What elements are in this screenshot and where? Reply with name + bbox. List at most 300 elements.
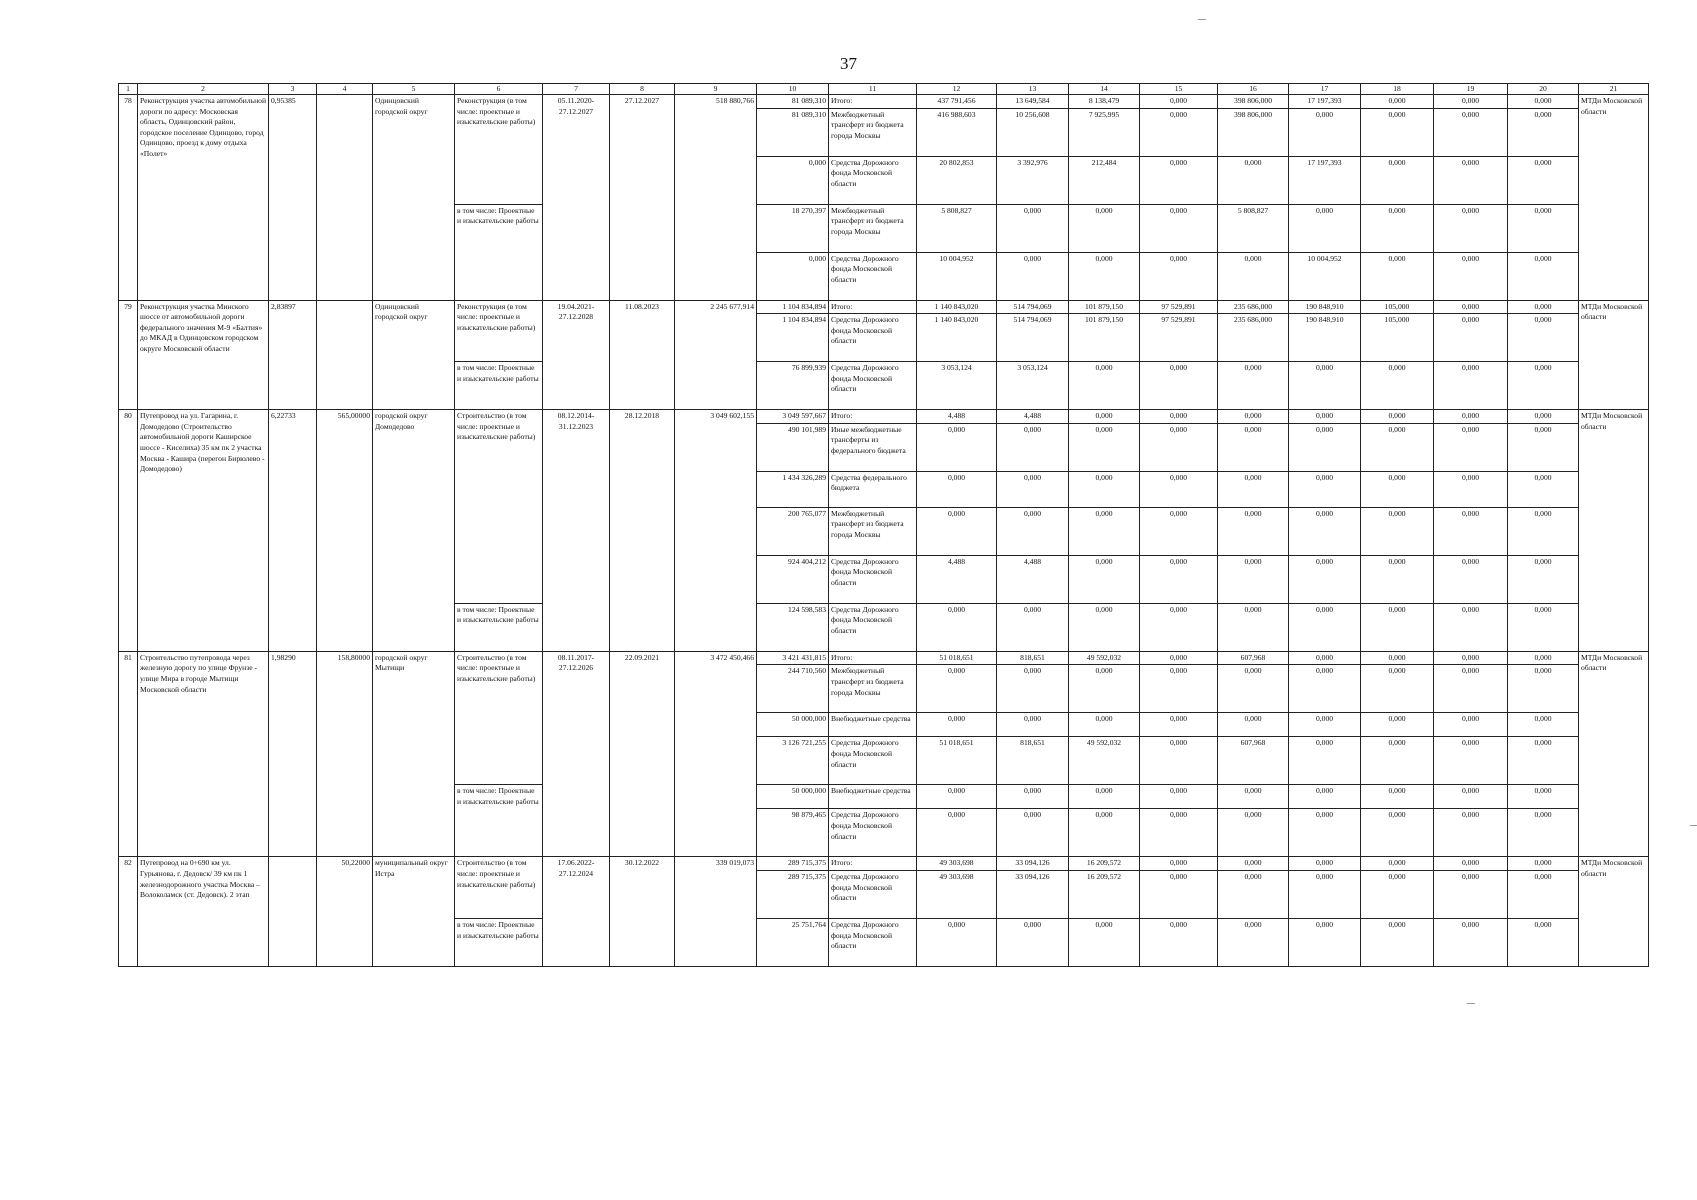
year-amount-19: 0,000 (1434, 423, 1508, 471)
year-amount-16: 0,000 (1218, 471, 1289, 507)
funded-amount: 76 899,939 (757, 362, 829, 410)
year-amount-16: 0,000 (1218, 785, 1289, 809)
column-number-15: 15 (1140, 84, 1218, 95)
year-amount-16: 0,000 (1218, 252, 1289, 300)
year-amount-12: 4,488 (917, 410, 997, 424)
year-amount-13: 3 053,124 (997, 362, 1069, 410)
year-amount-19: 0,000 (1434, 555, 1508, 603)
year-amount-14: 49 592,032 (1069, 651, 1140, 665)
year-amount-12: 0,000 (917, 809, 997, 857)
year-amount-12: 416 988,603 (917, 108, 997, 156)
year-amount-13: 0,000 (997, 507, 1069, 555)
year-amount-13: 818,651 (997, 651, 1069, 665)
year-amount-20: 0,000 (1508, 555, 1579, 603)
year-amount-15: 0,000 (1140, 108, 1218, 156)
column-number-17: 17 (1289, 84, 1361, 95)
funding-source: Итого: (829, 651, 917, 665)
year-amount-18: 0,000 (1361, 857, 1434, 871)
funding-source: Внебюджетные средства (829, 713, 917, 737)
year-amount-15: 0,000 (1140, 204, 1218, 252)
funding-source: Итого: (829, 300, 917, 314)
funded-amount: 81 089,310 (757, 95, 829, 109)
year-amount-16: 235 686,000 (1218, 314, 1289, 362)
year-amount-12: 4,488 (917, 555, 997, 603)
year-amount-13: 514 794,069 (997, 300, 1069, 314)
year-amount-13: 0,000 (997, 252, 1069, 300)
year-amount-18: 105,000 (1361, 300, 1434, 314)
funding-source: Средства Дорожного фонда Московской области (829, 314, 917, 362)
year-amount-18: 0,000 (1361, 737, 1434, 785)
year-amount-15: 0,000 (1140, 809, 1218, 857)
year-amount-16: 0,000 (1218, 918, 1289, 966)
year-amount-16: 398 806,000 (1218, 95, 1289, 109)
district: Одинцовский городской округ (373, 95, 455, 301)
funded-amount: 124 598,583 (757, 603, 829, 651)
length-km (269, 857, 317, 967)
year-amount-17: 10 004,952 (1289, 252, 1361, 300)
funded-amount: 3 049 597,667 (757, 410, 829, 424)
column-number-9: 9 (675, 84, 757, 95)
funded-amount: 244 710,560 (757, 665, 829, 713)
funding-source: Межбюджетный трансферт из бюджета города Москвы (829, 204, 917, 252)
completion-date: 30.12.2022 (610, 857, 675, 967)
year-amount-15: 0,000 (1140, 95, 1218, 109)
year-amount-12: 0,000 (917, 713, 997, 737)
work-type: Реконструкция (в том числе: проектные и изыскательские работы) (455, 300, 543, 362)
funded-amount: 18 270,397 (757, 204, 829, 252)
district: городской округ Мытищи (373, 651, 455, 857)
year-amount-13: 0,000 (997, 204, 1069, 252)
funded-amount: 98 879,465 (757, 809, 829, 857)
year-amount-16: 607,968 (1218, 737, 1289, 785)
year-amount-16: 5 808,827 (1218, 204, 1289, 252)
year-amount-15: 97 529,891 (1140, 300, 1218, 314)
year-amount-15: 0,000 (1140, 410, 1218, 424)
object-name: Строительство путепровода через железную дорогу по улице Фрунзе - улице Мира в городе Мытищи Московской области (138, 651, 269, 857)
year-amount-17: 0,000 (1289, 785, 1361, 809)
funding-source: Итого: (829, 857, 917, 871)
year-amount-20: 0,000 (1508, 713, 1579, 737)
funded-amount: 81 089,310 (757, 108, 829, 156)
year-amount-16: 0,000 (1218, 555, 1289, 603)
year-amount-18: 0,000 (1361, 423, 1434, 471)
year-amount-20: 0,000 (1508, 410, 1579, 424)
year-amount-12: 0,000 (917, 785, 997, 809)
funded-amount: 3 126 721,255 (757, 737, 829, 785)
funding-source: Межбюджетный трансферт из бюджета города Москвы (829, 665, 917, 713)
table-row (119, 651, 1649, 665)
work-period: 08.11.2017-27.12.2026 (543, 651, 610, 857)
year-amount-16: 235 686,000 (1218, 300, 1289, 314)
year-amount-17: 190 848,910 (1289, 314, 1361, 362)
year-amount-12: 1 140 843,020 (917, 314, 997, 362)
year-amount-16: 0,000 (1218, 156, 1289, 204)
year-amount-15: 0,000 (1140, 857, 1218, 871)
year-amount-14: 0,000 (1069, 555, 1140, 603)
year-amount-13: 33 094,126 (997, 870, 1069, 918)
column-number-20: 20 (1508, 84, 1579, 95)
customer: МТДи Московской области (1579, 651, 1649, 857)
year-amount-16: 0,000 (1218, 603, 1289, 651)
table-row (119, 857, 1649, 871)
column-number-5: 5 (373, 84, 455, 95)
work-period: 17.06.2022-27.12.2024 (543, 857, 610, 967)
year-amount-20: 0,000 (1508, 857, 1579, 871)
year-amount-19: 0,000 (1434, 252, 1508, 300)
year-amount-17: 0,000 (1289, 507, 1361, 555)
year-amount-17: 0,000 (1289, 857, 1361, 871)
year-amount-15: 97 529,891 (1140, 314, 1218, 362)
funded-amount: 50 000,000 (757, 785, 829, 809)
length-km: 6,22733 (269, 410, 317, 652)
work-period: 19.04.2021-27.12.2028 (543, 300, 610, 410)
year-amount-14: 0,000 (1069, 362, 1140, 410)
funded-amount: 289 715,375 (757, 857, 829, 871)
year-amount-17: 0,000 (1289, 870, 1361, 918)
year-amount-15: 0,000 (1140, 651, 1218, 665)
year-amount-17: 0,000 (1289, 204, 1361, 252)
funding-source: Внебюджетные средства (829, 785, 917, 809)
column-number-8: 8 (610, 84, 675, 95)
year-amount-14: 0,000 (1069, 423, 1140, 471)
year-amount-12: 0,000 (917, 603, 997, 651)
table-body (119, 84, 1649, 967)
customer: МТДи Московской области (1579, 410, 1649, 652)
column-number-18: 18 (1361, 84, 1434, 95)
year-amount-16: 607,968 (1218, 651, 1289, 665)
year-amount-14: 0,000 (1069, 603, 1140, 651)
year-amount-12: 51 018,651 (917, 737, 997, 785)
column-number-19: 19 (1434, 84, 1508, 95)
funding-source: Средства Дорожного фонда Московской области (829, 156, 917, 204)
object-name: Путепровод на 0+690 км ул. Гурьянова, г. Дедовск/ 39 км пк 1 железнодорожного участка Москва – Волоколамск (ст. Дедовск). 2 этап (138, 857, 269, 967)
year-amount-14: 0,000 (1069, 809, 1140, 857)
row-number: 81 (119, 651, 138, 857)
year-amount-14: 0,000 (1069, 665, 1140, 713)
year-amount-20: 0,000 (1508, 665, 1579, 713)
year-amount-20: 0,000 (1508, 651, 1579, 665)
year-amount-17: 0,000 (1289, 362, 1361, 410)
year-amount-19: 0,000 (1434, 651, 1508, 665)
work-type: Строительство (в том числе: проектные и изыскательские работы) (455, 651, 543, 785)
year-amount-17: 0,000 (1289, 471, 1361, 507)
completion-date: 28.12.2018 (610, 410, 675, 652)
page-number: 37 (840, 54, 857, 73)
column-number-14: 14 (1069, 84, 1140, 95)
funding-source: Итого: (829, 410, 917, 424)
year-amount-18: 0,000 (1361, 651, 1434, 665)
year-amount-19: 0,000 (1434, 918, 1508, 966)
year-amount-13: 10 256,608 (997, 108, 1069, 156)
column-number-3: 3 (269, 84, 317, 95)
year-amount-18: 0,000 (1361, 362, 1434, 410)
estimated-cost: 518 880,766 (675, 95, 757, 301)
year-amount-16: 0,000 (1218, 423, 1289, 471)
year-amount-13: 13 649,584 (997, 95, 1069, 109)
object-name: Реконструкция участка автомобильной дороги по адресу: Московская область, Одинцовский район, городское поселение Одинцово, город Одинцово, проезд к дому отдыха «Полет» (138, 95, 269, 301)
year-amount-13: 0,000 (997, 918, 1069, 966)
year-amount-20: 0,000 (1508, 314, 1579, 362)
funded-amount: 3 421 431,815 (757, 651, 829, 665)
area-value: 158,80000 (317, 651, 373, 857)
table-row (119, 410, 1649, 424)
funding-source: Средства Дорожного фонда Московской области (829, 809, 917, 857)
year-amount-19: 0,000 (1434, 95, 1508, 109)
year-amount-16: 0,000 (1218, 809, 1289, 857)
year-amount-19: 0,000 (1434, 362, 1508, 410)
year-amount-18: 0,000 (1361, 507, 1434, 555)
column-number-row (119, 84, 1649, 95)
year-amount-12: 0,000 (917, 665, 997, 713)
scan-mark (1467, 1003, 1475, 1004)
year-amount-19: 0,000 (1434, 204, 1508, 252)
funding-source: Средства федерального бюджета (829, 471, 917, 507)
year-amount-20: 0,000 (1508, 918, 1579, 966)
funded-amount: 50 000,000 (757, 713, 829, 737)
year-amount-20: 0,000 (1508, 95, 1579, 109)
year-amount-14: 49 592,032 (1069, 737, 1140, 785)
column-number-1: 1 (119, 84, 138, 95)
year-amount-12: 5 808,827 (917, 204, 997, 252)
funding-source: Средства Дорожного фонда Московской области (829, 555, 917, 603)
year-amount-19: 0,000 (1434, 785, 1508, 809)
table-row (119, 300, 1649, 314)
year-amount-19: 0,000 (1434, 665, 1508, 713)
column-number-4: 4 (317, 84, 373, 95)
scan-mark (1198, 19, 1206, 20)
year-amount-19: 0,000 (1434, 809, 1508, 857)
year-amount-18: 0,000 (1361, 603, 1434, 651)
year-amount-17: 0,000 (1289, 555, 1361, 603)
estimated-cost: 339 019,073 (675, 857, 757, 967)
year-amount-18: 105,000 (1361, 314, 1434, 362)
funding-table (118, 83, 1649, 967)
year-amount-20: 0,000 (1508, 423, 1579, 471)
year-amount-13: 0,000 (997, 665, 1069, 713)
year-amount-18: 0,000 (1361, 870, 1434, 918)
area-value: 565,00000 (317, 410, 373, 652)
row-number: 79 (119, 300, 138, 410)
column-number-2: 2 (138, 84, 269, 95)
year-amount-17: 17 197,393 (1289, 156, 1361, 204)
year-amount-14: 212,484 (1069, 156, 1140, 204)
year-amount-20: 0,000 (1508, 870, 1579, 918)
funding-table-wrapper (118, 83, 1648, 967)
year-amount-19: 0,000 (1434, 471, 1508, 507)
year-amount-17: 0,000 (1289, 423, 1361, 471)
object-name: Путепровод на ул. Гагарина, г. Домодедово (Строительство автомобильной дороги Каширское шоссе - Киселиха) 35 км пк 2 участка Москва - Кашира (перегон Бирюлево - Домодедово) (138, 410, 269, 652)
year-amount-19: 0,000 (1434, 507, 1508, 555)
year-amount-20: 0,000 (1508, 785, 1579, 809)
funding-source: Межбюджетный трансферт из бюджета города Москвы (829, 108, 917, 156)
year-amount-18: 0,000 (1361, 918, 1434, 966)
column-number-21: 21 (1579, 84, 1649, 95)
year-amount-19: 0,000 (1434, 870, 1508, 918)
year-amount-14: 0,000 (1069, 204, 1140, 252)
year-amount-12: 1 140 843,020 (917, 300, 997, 314)
year-amount-16: 398 806,000 (1218, 108, 1289, 156)
year-amount-12: 49 303,698 (917, 857, 997, 871)
year-amount-20: 0,000 (1508, 252, 1579, 300)
year-amount-12: 20 802,853 (917, 156, 997, 204)
column-number-10: 10 (757, 84, 829, 95)
year-amount-13: 0,000 (997, 603, 1069, 651)
funded-amount: 0,000 (757, 156, 829, 204)
year-amount-14: 101 879,150 (1069, 300, 1140, 314)
year-amount-16: 0,000 (1218, 713, 1289, 737)
year-amount-20: 0,000 (1508, 809, 1579, 857)
work-subtype: в том числе: Проектные и изыскательские работы (455, 918, 543, 966)
year-amount-20: 0,000 (1508, 300, 1579, 314)
year-amount-15: 0,000 (1140, 713, 1218, 737)
year-amount-19: 0,000 (1434, 300, 1508, 314)
funding-source: Средства Дорожного фонда Московской области (829, 603, 917, 651)
funded-amount: 924 404,212 (757, 555, 829, 603)
year-amount-17: 0,000 (1289, 410, 1361, 424)
funding-source: Средства Дорожного фонда Московской области (829, 252, 917, 300)
year-amount-13: 0,000 (997, 809, 1069, 857)
year-amount-18: 0,000 (1361, 204, 1434, 252)
year-amount-13: 33 094,126 (997, 857, 1069, 871)
year-amount-15: 0,000 (1140, 918, 1218, 966)
year-amount-14: 7 925,995 (1069, 108, 1140, 156)
year-amount-17: 0,000 (1289, 737, 1361, 785)
estimated-cost: 3 049 602,155 (675, 410, 757, 652)
funded-amount: 289 715,375 (757, 870, 829, 918)
year-amount-19: 0,000 (1434, 314, 1508, 362)
year-amount-13: 4,488 (997, 555, 1069, 603)
row-number: 78 (119, 95, 138, 301)
year-amount-20: 0,000 (1508, 507, 1579, 555)
district: городской округ Домодедово (373, 410, 455, 652)
year-amount-15: 0,000 (1140, 471, 1218, 507)
year-amount-16: 0,000 (1218, 507, 1289, 555)
year-amount-13: 514 794,069 (997, 314, 1069, 362)
district: муниципальный округ Истра (373, 857, 455, 967)
year-amount-18: 0,000 (1361, 555, 1434, 603)
year-amount-13: 0,000 (997, 471, 1069, 507)
year-amount-18: 0,000 (1361, 108, 1434, 156)
year-amount-12: 10 004,952 (917, 252, 997, 300)
year-amount-19: 0,000 (1434, 108, 1508, 156)
year-amount-15: 0,000 (1140, 423, 1218, 471)
scan-mark (1690, 825, 1697, 826)
year-amount-19: 0,000 (1434, 603, 1508, 651)
area-value (317, 300, 373, 410)
customer: МТДи Московской области (1579, 300, 1649, 410)
funded-amount: 490 101,989 (757, 423, 829, 471)
column-number-12: 12 (917, 84, 997, 95)
year-amount-12: 0,000 (917, 507, 997, 555)
year-amount-18: 0,000 (1361, 713, 1434, 737)
year-amount-16: 0,000 (1218, 410, 1289, 424)
year-amount-20: 0,000 (1508, 603, 1579, 651)
customer: МТДи Московской области (1579, 857, 1649, 967)
year-amount-12: 0,000 (917, 423, 997, 471)
year-amount-14: 16 209,572 (1069, 870, 1140, 918)
funded-amount: 1 434 326,289 (757, 471, 829, 507)
funding-source: Средства Дорожного фонда Московской области (829, 870, 917, 918)
year-amount-20: 0,000 (1508, 737, 1579, 785)
year-amount-19: 0,000 (1434, 410, 1508, 424)
year-amount-17: 17 197,393 (1289, 95, 1361, 109)
year-amount-13: 0,000 (997, 713, 1069, 737)
work-subtype: в том числе: Проектные и изыскательские работы (455, 362, 543, 410)
year-amount-16: 0,000 (1218, 665, 1289, 713)
funding-source: Средства Дорожного фонда Московской области (829, 918, 917, 966)
year-amount-19: 0,000 (1434, 713, 1508, 737)
table-row (119, 95, 1649, 109)
funded-amount: 25 751,764 (757, 918, 829, 966)
column-number-13: 13 (997, 84, 1069, 95)
year-amount-15: 0,000 (1140, 156, 1218, 204)
funded-amount: 1 104 834,894 (757, 314, 829, 362)
year-amount-13: 3 392,976 (997, 156, 1069, 204)
work-subtype: в том числе: Проектные и изыскательские работы (455, 603, 543, 651)
funding-source: Средства Дорожного фонда Московской области (829, 737, 917, 785)
year-amount-15: 0,000 (1140, 362, 1218, 410)
year-amount-17: 0,000 (1289, 603, 1361, 651)
year-amount-14: 16 209,572 (1069, 857, 1140, 871)
year-amount-18: 0,000 (1361, 809, 1434, 857)
year-amount-14: 0,000 (1069, 507, 1140, 555)
length-km: 0,95385 (269, 95, 317, 301)
row-number: 82 (119, 857, 138, 967)
year-amount-15: 0,000 (1140, 870, 1218, 918)
column-number-11: 11 (829, 84, 917, 95)
funding-source: Итого: (829, 95, 917, 109)
year-amount-16: 0,000 (1218, 857, 1289, 871)
work-period: 05.11.2020-27.12.2027 (543, 95, 610, 301)
completion-date: 22.09.2021 (610, 651, 675, 857)
year-amount-17: 190 848,910 (1289, 300, 1361, 314)
funded-amount: 0,000 (757, 252, 829, 300)
year-amount-12: 0,000 (917, 471, 997, 507)
completion-date: 11.08.2023 (610, 300, 675, 410)
year-amount-15: 0,000 (1140, 555, 1218, 603)
length-km: 1,98290 (269, 651, 317, 857)
estimated-cost: 2 245 677,914 (675, 300, 757, 410)
work-subtype: в том числе: Проектные и изыскательские работы (455, 204, 543, 300)
year-amount-20: 0,000 (1508, 108, 1579, 156)
year-amount-12: 51 018,651 (917, 651, 997, 665)
funding-source: Межбюджетный трансферт из бюджета города Москвы (829, 507, 917, 555)
year-amount-20: 0,000 (1508, 156, 1579, 204)
funded-amount: 200 765,077 (757, 507, 829, 555)
length-km: 2,83897 (269, 300, 317, 410)
year-amount-12: 0,000 (917, 918, 997, 966)
year-amount-14: 0,000 (1069, 471, 1140, 507)
year-amount-20: 0,000 (1508, 471, 1579, 507)
area-value: 50,22000 (317, 857, 373, 967)
year-amount-18: 0,000 (1361, 156, 1434, 204)
year-amount-12: 3 053,124 (917, 362, 997, 410)
work-period: 08.12.2014-31.12.2023 (543, 410, 610, 652)
year-amount-15: 0,000 (1140, 603, 1218, 651)
year-amount-18: 0,000 (1361, 785, 1434, 809)
work-type: Реконструкция (в том числе: проектные и изыскательские работы) (455, 95, 543, 205)
funding-source: Иные межбюджетные трансферты из федерального бюджета (829, 423, 917, 471)
year-amount-14: 0,000 (1069, 918, 1140, 966)
year-amount-14: 8 138,479 (1069, 95, 1140, 109)
work-type: Строительство (в том числе: проектные и изыскательские работы) (455, 410, 543, 604)
year-amount-19: 0,000 (1434, 737, 1508, 785)
year-amount-18: 0,000 (1361, 410, 1434, 424)
year-amount-15: 0,000 (1140, 737, 1218, 785)
year-amount-17: 0,000 (1289, 651, 1361, 665)
area-value (317, 95, 373, 301)
year-amount-14: 0,000 (1069, 713, 1140, 737)
